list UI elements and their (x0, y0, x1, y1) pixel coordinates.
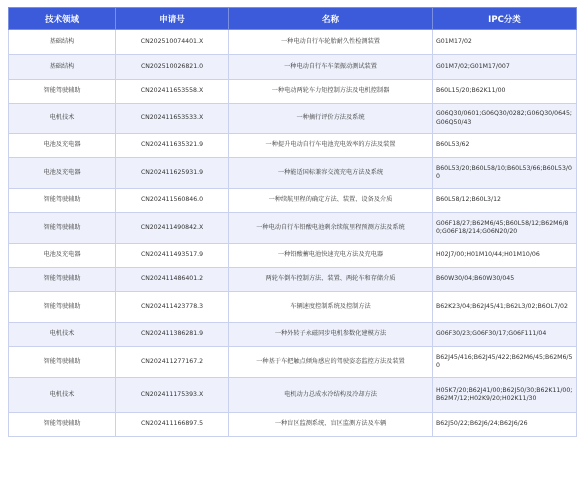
ipc-cell: B60L53/62 (433, 134, 577, 158)
application-number-cell: CN202411277167.2 (116, 347, 229, 378)
tech-field-cell: 电池及充电器 (9, 244, 116, 268)
table-row (9, 413, 577, 437)
application-number-cell: CN202411386281.9 (116, 323, 229, 347)
tech-field-cell: 电机技术 (9, 104, 116, 134)
title-cell: 一种外转子永磁同步电机参数化建模方法 (229, 323, 433, 347)
title-cell: 一种盲区监测系统、盲区监测方法及车辆 (229, 413, 433, 437)
title-cell: 一种电动自行车轮胎耐久性检测装置 (229, 30, 433, 55)
title-cell: 一种提升电动自行车电池充电效率的方法及装置 (229, 134, 433, 158)
ipc-cell: B60W30/04;B60W30/045 (433, 268, 577, 292)
patent-table-container (8, 7, 576, 437)
ipc-cell: B60L53/20;B60L58/10;B60L53/66;B60L53/00 (433, 158, 577, 189)
tech-field-cell: 智能驾驶辅助 (9, 189, 116, 213)
title-cell: 一种电动两轮车力矩控制方法及电机控制器 (229, 80, 433, 104)
table-row (9, 323, 577, 347)
table-row (9, 158, 577, 189)
table-row (9, 55, 577, 80)
tech-field-cell: 智能驾驶辅助 (9, 413, 116, 437)
patent-table (8, 7, 577, 437)
application-number-cell: CN202411490842.X (116, 213, 229, 244)
ipc-cell: G06F30/23;G06F30/17;G06F111/04 (433, 323, 577, 347)
tech-field-cell: 基础结构 (9, 55, 116, 80)
table-row (9, 378, 577, 413)
ipc-cell: H02J7/00;H01M10/44;H01M10/06 (433, 244, 577, 268)
table-row (9, 104, 577, 134)
title-cell: 一种铅酸蓄电池快速充电方法及充电器 (229, 244, 433, 268)
title-cell: 车辆速度控制系统及控制方法 (229, 292, 433, 323)
tech-field-cell: 电池及充电器 (9, 134, 116, 158)
table-row (9, 213, 577, 244)
tech-field-cell: 智能驾驶辅助 (9, 347, 116, 378)
tech-field-cell: 电池及充电器 (9, 158, 116, 189)
tech-field-cell: 基础结构 (9, 30, 116, 55)
ipc-cell: B62K23/04;B62J45/41;B62L3/02;B6OL7/02 (433, 292, 577, 323)
tech-field-cell: 智能驾驶辅助 (9, 292, 116, 323)
application-number-cell: CN202411493517.9 (116, 244, 229, 268)
table-body (9, 30, 577, 437)
title-cell: 一种基于车把触点倾角感应的驾驶姿态监控方法及装置 (229, 347, 433, 378)
table-row (9, 268, 577, 292)
ipc-cell: G01M7/02;G01M17/007 (433, 55, 577, 80)
title-cell: 电机动力总成水冷结构及冷却方法 (229, 378, 433, 413)
ipc-cell: B62J50/22;B62J6/24;B62J6/26 (433, 413, 577, 437)
table-row (9, 347, 577, 378)
application-number-cell: CN202411635321.9 (116, 134, 229, 158)
table-row (9, 292, 577, 323)
ipc-cell: B60L58/12;B60L3/12 (433, 189, 577, 213)
title-cell: 一种电动自行车车架振动测试装置 (229, 55, 433, 80)
header-application-number: 申请号 (116, 8, 229, 30)
ipc-cell: B62J45/416;B62J45/422;B62M6/45;B62M6/50 (433, 347, 577, 378)
title-cell: 两轮车倒车控制方法、装置、两轮车和存储介质 (229, 268, 433, 292)
title-cell: 一种摘行评价方法及系统 (229, 104, 433, 134)
application-number-cell: CN202411625931.9 (116, 158, 229, 189)
ipc-cell: G06F18/27;B62M6/45;B60L58/12;B62M6/80;G06F18/214;G06N20/20 (433, 213, 577, 244)
application-number-cell: CN202411653533.X (116, 104, 229, 134)
tech-field-cell: 智能驾驶辅助 (9, 268, 116, 292)
title-cell: 一种续航里程的确定方法、装置、设备及介质 (229, 189, 433, 213)
title-cell: 一种能适国标兼容交流充电方法及系统 (229, 158, 433, 189)
header-title: 名称 (229, 8, 433, 30)
table-row (9, 244, 577, 268)
application-number-cell: CN202411560846.0 (116, 189, 229, 213)
table-row (9, 189, 577, 213)
application-number-cell: CN202411175393.X (116, 378, 229, 413)
application-number-cell: CN202510074401.X (116, 30, 229, 55)
header-ipc: IPC分类 (433, 8, 577, 30)
application-number-cell: CN202411423778.3 (116, 292, 229, 323)
table-row (9, 30, 577, 55)
header-tech-field: 技术领域 (9, 8, 116, 30)
ipc-cell: H05K7/20;B62J41/00;B62J50/30;B62K11/00;B62M7/12;H02K9/20;H02K11/30 (433, 378, 577, 413)
application-number-cell: CN202411653558.X (116, 80, 229, 104)
application-number-cell: CN202411486401.2 (116, 268, 229, 292)
application-number-cell: CN202411166897.5 (116, 413, 229, 437)
ipc-cell: G06Q30/0601;G06Q30/0282;G06Q30/0645;G06Q50/43 (433, 104, 577, 134)
tech-field-cell: 电机技术 (9, 378, 116, 413)
table-row (9, 80, 577, 104)
table-header-row (9, 8, 577, 30)
ipc-cell: G01M17/02 (433, 30, 577, 55)
tech-field-cell: 智能驾驶辅助 (9, 80, 116, 104)
tech-field-cell: 智能驾驶辅助 (9, 213, 116, 244)
tech-field-cell: 电机技术 (9, 323, 116, 347)
ipc-cell: B60L15/20;B62K11/00 (433, 80, 577, 104)
title-cell: 一种电动自行车铅酸电池剩余续航里程预测方法及系统 (229, 213, 433, 244)
table-row (9, 134, 577, 158)
application-number-cell: CN202510026821.0 (116, 55, 229, 80)
